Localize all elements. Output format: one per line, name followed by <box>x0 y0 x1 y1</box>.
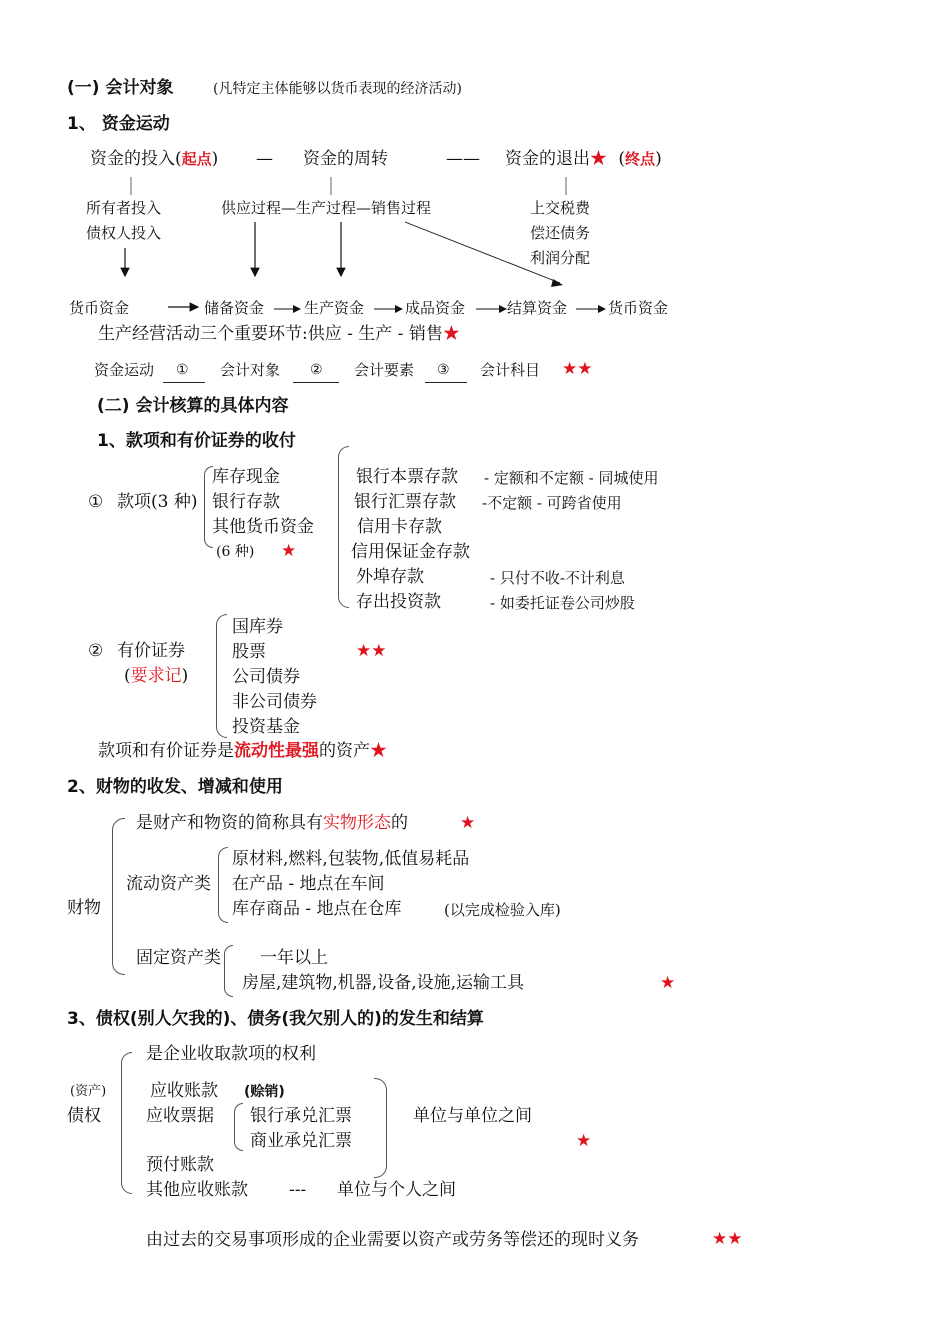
property-definition <box>136 815 408 832</box>
fixed-assets-label: 固定资产类 <box>136 948 221 968</box>
star-icon: ★ <box>660 973 676 993</box>
paren-open: ( <box>124 666 131 686</box>
current-asset-item: 原材料,燃料,包装物,低值易耗品 <box>232 849 470 869</box>
subtitle-money-securities: 1、款项和有价证券的收付 <box>97 431 296 451</box>
star-icon: ★ <box>460 813 476 833</box>
dashes: --- <box>289 1180 307 1200</box>
liquidity-note <box>98 743 387 760</box>
bill-type: 银行承兑汇票 <box>250 1106 352 1126</box>
exit-item: 利润分配 <box>530 249 591 267</box>
asset-note: (资产) <box>70 1084 107 1099</box>
securities-brace <box>216 614 227 738</box>
other-money-desc: - 定额和不定额 - 同城使用 <box>484 469 659 487</box>
other-money-desc: - 只付不收-不计利息 <box>490 569 625 587</box>
dash-1: — <box>256 149 273 169</box>
liability-definition: 由过去的交易事项形成的企业需要以资产或劳务等偿还的现时义务 <box>146 1230 639 1250</box>
definition-post: 的 <box>391 813 408 833</box>
fund-exit-label: 资金的退出 <box>505 149 590 169</box>
invest-item: 债权人投入 <box>86 224 162 242</box>
hierarchy-item: 会计对象 <box>220 361 281 379</box>
between-units: 单位与单位之间 <box>413 1106 532 1126</box>
other-money-name: 银行本票存款 <box>356 467 458 487</box>
unit-person: 单位与个人之间 <box>337 1180 456 1200</box>
chain-item: 成品资金 <box>405 299 466 317</box>
other-money-name: 银行汇票存款 <box>354 492 456 512</box>
claims-brace <box>121 1052 132 1194</box>
other-money-name: 信用卡存款 <box>357 517 442 537</box>
other-money-name: 信用保证金存款 <box>351 542 470 562</box>
other-money-name: 存出投资款 <box>356 592 441 612</box>
fixed-assets-items: 房屋,建筑物,机器,设备,设施,运输工具 <box>242 973 525 993</box>
securities-label: 有价证券 <box>117 641 185 661</box>
fixed-assets-brace <box>224 945 233 997</box>
paren-close: ) <box>181 666 189 686</box>
fixed-assets-desc: 一年以上 <box>260 948 328 968</box>
liquidity-pre: 款项和有价证券是 <box>98 741 234 761</box>
paren-open: ( <box>618 149 626 169</box>
end-point-label: 终点 <box>625 150 656 168</box>
money-type: 库存现金 <box>212 467 280 487</box>
exit-item: 偿还债务 <box>530 224 591 242</box>
money-type: 银行存款 <box>212 492 280 512</box>
current-assets-label: 流动资产类 <box>126 874 211 894</box>
other-money-name: 外埠存款 <box>356 567 424 587</box>
hierarchy-item: 资金运动 <box>94 361 155 379</box>
three-links <box>98 326 460 343</box>
star-icon: ★★ <box>562 359 593 379</box>
blank-3 <box>425 362 467 383</box>
other-money-brace <box>338 446 349 608</box>
other-money-desc: - 如委托证卷公司炒股 <box>490 594 635 612</box>
blank-2 <box>293 362 339 383</box>
bills-brace <box>234 1103 243 1151</box>
chain-item: 货币资金 <box>69 299 130 317</box>
star-icon: ★ <box>576 1131 592 1151</box>
chain-item: 结算资金 <box>507 299 568 317</box>
subtitle-fund-movement: 1、 资金运动 <box>67 114 170 134</box>
sales-diag-head <box>551 279 563 287</box>
claims-definition: 是企业收取款项的权利 <box>146 1044 316 1064</box>
definition-highlight: 实物形态 <box>323 813 391 833</box>
unit-brace <box>374 1078 387 1178</box>
prepaid: 预付账款 <box>146 1155 214 1175</box>
money-type: 其他货币资金 <box>212 517 314 537</box>
blank-number: ③ <box>437 362 450 378</box>
start-point-label: 起点 <box>181 150 212 168</box>
star-icon: ★★ <box>712 1229 743 1249</box>
star-icon: ★ <box>590 149 607 169</box>
fund-input-label: 资金的投入( <box>90 149 182 169</box>
star-icon: ★★ <box>356 641 387 661</box>
chain-item: 生产资金 <box>304 299 365 317</box>
hierarchy-item: 会计要素 <box>354 361 415 379</box>
blank-1 <box>163 362 205 383</box>
other-money-desc: -不定额 - 可跨省使用 <box>482 494 622 512</box>
current-asset-item: 在产品 - 地点在车间 <box>232 874 385 894</box>
paren-close: ) <box>655 149 662 169</box>
current-assets-brace <box>218 847 228 923</box>
chain-item: 储备资金 <box>204 299 265 317</box>
blank-number: ① <box>176 362 189 378</box>
chain-item: 货币资金 <box>608 299 669 317</box>
notes-receivable: 应收票据 <box>146 1106 214 1126</box>
star-icon: ★ <box>370 741 387 761</box>
money-count: (6 种) <box>216 544 255 560</box>
star-icon: ★ <box>281 541 297 561</box>
fund-input-text <box>90 151 218 168</box>
exit-item: 上交税费 <box>530 199 591 217</box>
security-item: 非公司债券 <box>232 692 317 712</box>
section-title-accounting-content: (二) 会计核算的具体内容 <box>97 396 289 416</box>
money-number: ① <box>88 492 104 512</box>
star-icon: ★ <box>442 324 460 344</box>
definition-pre: 是财产和物资的简称具有 <box>136 813 323 833</box>
security-item: 股票 <box>232 642 266 662</box>
process-chain: 供应过程—生产过程—销售过程 <box>221 199 432 217</box>
section-note: (凡特定主体能够以货币表现的经济活动) <box>213 81 462 97</box>
current-asset-item: 库存商品 - 地点在仓库 <box>232 899 402 919</box>
security-item: 投资基金 <box>232 717 300 737</box>
dash-2: —— <box>446 149 480 169</box>
remember-label: 要求记 <box>130 666 182 686</box>
other-receivable: 其他应收账款 <box>146 1180 248 1200</box>
security-item: 公司债券 <box>232 667 300 687</box>
blank-number: ② <box>310 362 323 378</box>
claims-label: 债权 <box>67 1106 101 1126</box>
fund-turnover: 资金的周转 <box>303 149 388 169</box>
securities-number: ② <box>88 641 104 661</box>
security-item: 国库券 <box>232 617 283 637</box>
invest-item: 所有者投入 <box>86 199 162 217</box>
subtitle-property: 2、财物的收发、增减和使用 <box>67 777 283 797</box>
hierarchy-item: 会计科目 <box>480 361 541 379</box>
remember-note <box>124 668 188 685</box>
paren-close: ) <box>211 149 219 169</box>
liquidity-highlight: 流动性最强 <box>234 741 319 761</box>
receivable: 应收账款 <box>150 1081 218 1101</box>
three-links-text: 生产经营活动三个重要环节:供应 - 生产 - 销售 <box>98 324 443 344</box>
section-title-accounting-object: (一) 会计对象 <box>67 78 174 98</box>
property-brace <box>112 818 125 975</box>
fund-exit <box>505 151 662 168</box>
money-label: 款项(3 种) <box>117 492 198 512</box>
current-asset-note: (以完成检验入库) <box>444 901 561 919</box>
credit-sale-note: (赊销) <box>244 1084 285 1100</box>
subtitle-claims-debts: 3、债权(别人欠我的)、债务(我欠别人的)的发生和结算 <box>67 1009 484 1029</box>
property-label: 财物 <box>67 898 101 918</box>
liquidity-post: 的资产 <box>319 741 370 761</box>
bill-type: 商业承兑汇票 <box>250 1131 352 1151</box>
